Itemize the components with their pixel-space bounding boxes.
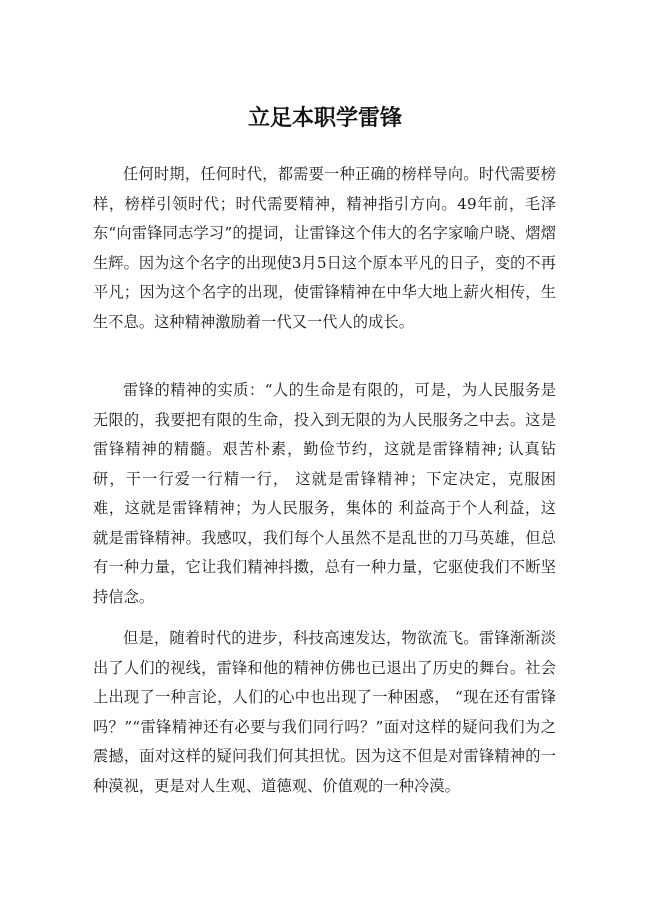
document-title: 立足本职学雷锋	[247, 105, 402, 131]
paragraph-3: 但是，随着时代的进步，科技高速发达，物欲流飞。雷锋渐渐淡出了人们的视线，雷锋和他的精神仿佛也已退出了历史的舞台。社会上出现了一种言论，人们的心中也出现了一种困惑， “现在还有雷锋吗？”“雷锋精神还有必要与我们同行吗？”面对这样的疑问我们为之震撼，面对这样的疑问我们何其担忧。因为这不但是对雷锋精神的一种漠视，更是对人生观、道德观、价值观的一种冷漠。	[93, 629, 556, 795]
paragraph-1: 任何时期，任何时代，都需要一种正确的榜样导向。时代需要榜样，榜样引领时代；时代需要精神，精神指引方向。49年前，毛泽东“向雷锋同志学习”的提词，让雷锋这个伟大的名字家喻户晓、熠熠生辉。因为这个名字的出现使3月5日这个原本平凡的日子，变的不再平凡；因为这个名字的出现，使雷锋精神在中华大地上薪火相传，生生不息。这种精神激励着一代又一代人的成长。	[93, 165, 556, 331]
paragraph-2: 雷锋的精神的实质：“人的生命是有限的，可是，为人民服务是无限的，我要把有限的生命，投入到无限的为人民服务之中去。这是雷锋精神的精髓。艰苦朴素，勤俭节约，这就是雷锋精神; 认真钻研，干一行爱一行精一行， 这就是雷锋精神；下定决定，克服困难，这就是雷锋精神；为人民服务，集体的 利益高于个人利益，这就是雷锋精神。我感叹，我们每个人虽然不是乱世的刀马英雄，但总有一种力量，它让我们精神抖擞，总有一种力量，它驱使我们不断坚持信念。	[93, 381, 556, 606]
